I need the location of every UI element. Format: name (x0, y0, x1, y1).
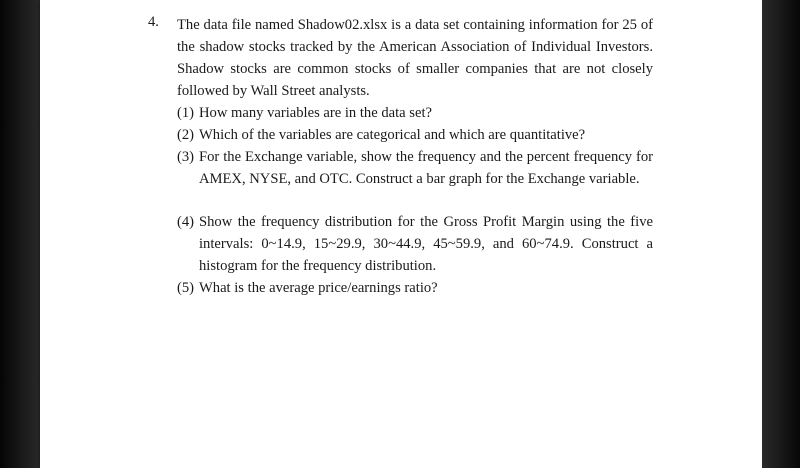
question-text: For the Exchange variable, show the frequency and the percent frequency for AMEX, NYSE, and OTC. Construct a bar graph for the Exchange variable. (199, 149, 653, 187)
question-item-1 (177, 102, 653, 124)
question-text: What is the average price/earnings ratio? (199, 280, 438, 296)
left-background-edge (0, 0, 40, 468)
question-number: (4) (177, 214, 195, 230)
question-item-4 (177, 211, 653, 277)
question-number: (5) (177, 280, 195, 296)
problem-intro: The data file named Shadow02.xlsx is a data set containing information for 25 of the shadow stocks tracked by the American Association of Individual Investors. Shadow stocks are common stocks of smaller companies that are not closely followed by Wall Street analysts. (177, 17, 653, 99)
question-text: Which of the variables are categorical and which are quantitative? (199, 127, 586, 143)
question-item-3 (177, 146, 653, 190)
question-number: (2) (177, 127, 195, 143)
question-text: How many variables are in the data set? (199, 105, 433, 121)
question-text: Show the frequency distribution for the Gross Profit Margin using the five intervals: 0~14.9, 15~29.9, 30~44.9, 45~59.9, and 60~74.9. Construct a histogram for the frequency distribution. (199, 214, 653, 274)
question-item-5 (177, 277, 653, 299)
question-item-2 (177, 124, 653, 146)
problem-number: 4. (148, 14, 159, 30)
question-number: (3) (177, 149, 195, 165)
right-background-edge (762, 0, 800, 468)
question-number: (1) (177, 105, 195, 121)
